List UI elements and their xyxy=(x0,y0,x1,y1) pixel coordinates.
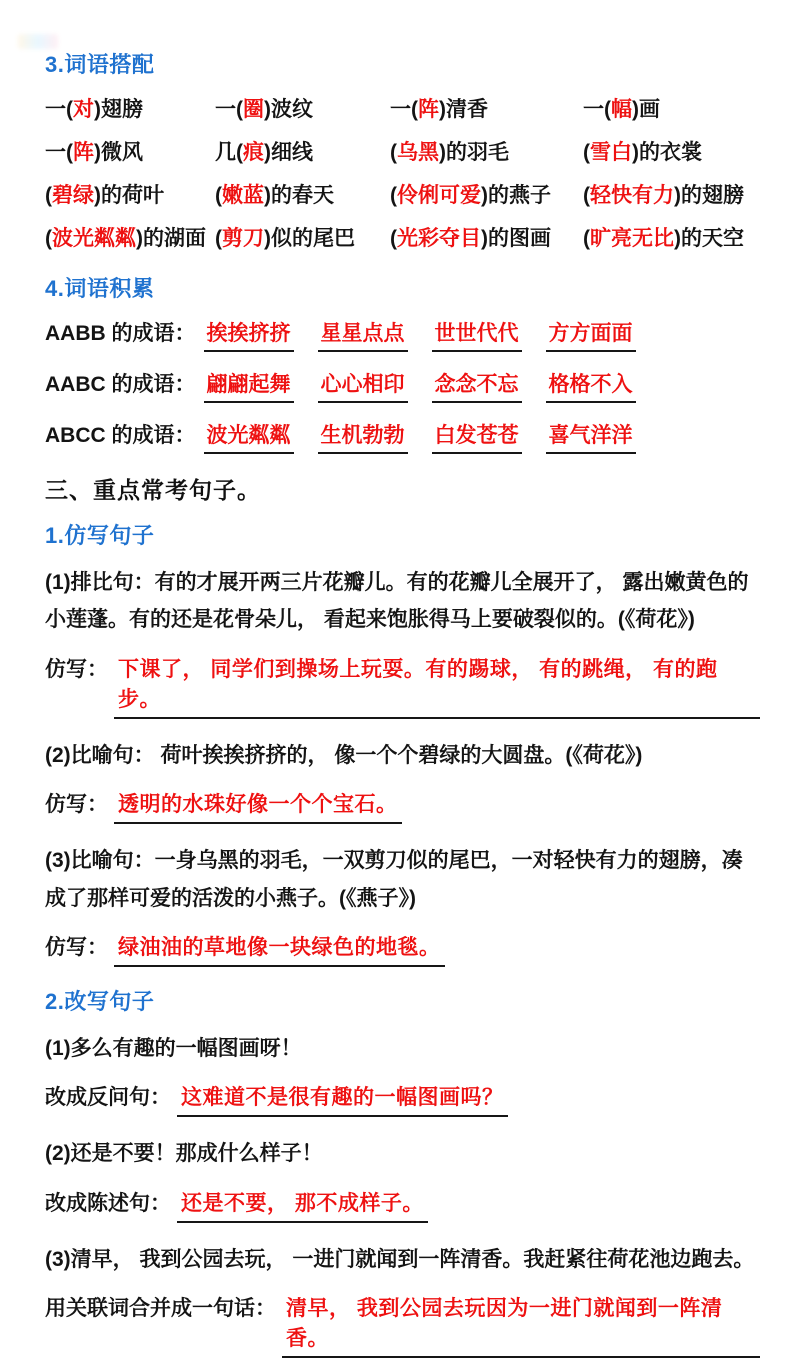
imitate-answer-2 xyxy=(45,788,760,824)
word-match-item: 一(幅)画 xyxy=(583,98,660,121)
idiom-word: 格格不入 xyxy=(546,368,636,403)
word-match-item: (波光粼粼)的湖面 xyxy=(45,227,206,250)
answer-text: 绿油油的草地像一块绿色的地毯。 xyxy=(114,931,445,967)
answer-label: 改成反问句： xyxy=(45,1086,171,1110)
idiom-word: 心心相印 xyxy=(318,368,408,403)
word-match-item: (碧绿)的荷叶 xyxy=(45,184,164,207)
rewrite-answer-1 xyxy=(45,1081,760,1117)
section-imitate-sentences xyxy=(45,519,760,967)
imitate-question-3: (3)比喻句：一身乌黑的羽毛，一双剪刀似的尾巴，一对轻快有力的翅膀，凑成了那样可爱的活泼的小燕子。(《燕子》) xyxy=(45,849,743,910)
rewrite-question-2: (2)还是不要！那成什么样子！ xyxy=(45,1142,323,1166)
rewrite-question-1: (1)多么有趣的一幅图画呀！ xyxy=(45,1036,302,1060)
answer-text: 透明的水珠好像一个个宝石。 xyxy=(114,788,402,824)
answer-text: 这难道不是很有趣的一幅图画吗？ xyxy=(177,1081,508,1117)
idiom-word: 挨挨挤挤 xyxy=(204,317,294,352)
section-word-accumulation xyxy=(45,272,760,454)
idiom-line-label: ABCC 的成语： xyxy=(45,424,196,447)
answer-label: 仿写： xyxy=(45,657,108,681)
answer-label: 仿写： xyxy=(45,935,108,959)
answer-label: 仿写： xyxy=(45,793,108,817)
section-word-matching xyxy=(45,48,760,252)
word-match-item: (旷亮无比)的天空 xyxy=(583,227,744,250)
imitate-answer-1 xyxy=(45,653,760,719)
idiom-word: 念念不忘 xyxy=(432,368,522,403)
word-match-item: (剪刀)似的尾巴 xyxy=(215,227,355,250)
idiom-line-aabb xyxy=(45,317,760,352)
word-match-item: 一(圈)波纹 xyxy=(215,98,313,121)
imitate-answer-3 xyxy=(45,931,760,967)
idiom-line-label: AABC 的成语： xyxy=(45,373,196,396)
section-heading-imitate: 1.仿写句子 xyxy=(45,523,155,548)
section-heading-key-sentences: 三、重点常考句子。 xyxy=(45,477,261,503)
word-match-item: (嫩蓝)的春天 xyxy=(215,184,334,207)
idiom-word: 星星点点 xyxy=(318,317,408,352)
idiom-word: 波光粼粼 xyxy=(204,419,294,454)
rewrite-answer-2 xyxy=(45,1187,760,1223)
word-match-item: (轻快有力)的翅膀 xyxy=(583,184,744,207)
imitate-question-2: (2)比喻句： 荷叶挨挨挤挤的， 像一个个碧绿的大圆盘。(《荷花》) xyxy=(45,743,643,767)
rewrite-answer-3 xyxy=(45,1292,760,1358)
word-match-item: (伶俐可爱)的燕子 xyxy=(390,184,551,207)
idiom-word: 翩翩起舞 xyxy=(204,368,294,403)
answer-label: 用关联词合并成一句话： xyxy=(45,1297,276,1320)
answer-text: 还是不要， 那不成样子。 xyxy=(177,1187,428,1223)
section-heading-word-accumulation: 4.词语积累 xyxy=(45,276,155,301)
idiom-word: 方方面面 xyxy=(546,317,636,352)
word-match-item: (雪白)的衣裳 xyxy=(583,141,702,164)
section-rewrite-sentences xyxy=(45,985,760,1358)
idiom-line-abcc xyxy=(45,419,760,454)
idiom-word: 白发苍苍 xyxy=(432,419,522,454)
answer-label: 改成陈述句： xyxy=(45,1191,171,1215)
idiom-word: 喜气洋洋 xyxy=(546,419,636,454)
word-matching-grid xyxy=(45,93,760,252)
rewrite-question-3: (3)清早， 我到公园去玩， 一进门就闻到一阵清香。我赶紧往荷花池边跑去。 xyxy=(45,1247,755,1271)
answer-text: 清早， 我到公园去玩因为一进门就闻到一阵清香。 xyxy=(282,1292,760,1358)
idiom-word: 生机勃勃 xyxy=(318,419,408,454)
watermark xyxy=(18,34,58,49)
word-match-item: (光彩夺目)的图画 xyxy=(390,227,551,250)
answer-text: 下课了， 同学们到操场上玩耍。有的踢球， 有的跳绳， 有的跑步。 xyxy=(114,653,760,719)
word-match-item: 几(痕)细线 xyxy=(215,141,313,164)
word-match-item: 一(对)翅膀 xyxy=(45,98,143,121)
word-match-item: (乌黑)的羽毛 xyxy=(390,141,509,164)
idiom-word: 世世代代 xyxy=(432,317,522,352)
word-match-item: 一(阵)清香 xyxy=(390,98,488,121)
imitate-question-1: (1)排比句：有的才展开两三片花瓣儿。有的花瓣儿全展开了， 露出嫩黄色的小莲蓬。有的还是花骨朵儿， 看起来饱胀得马上要破裂似的。(《荷花》) xyxy=(45,571,749,632)
section-heading-word-matching: 3.词语搭配 xyxy=(45,52,155,77)
word-match-item: 一(阵)微风 xyxy=(45,141,143,164)
section-heading-rewrite: 2.改写句子 xyxy=(45,988,155,1014)
idiom-line-label: AABB 的成语： xyxy=(45,322,196,345)
idiom-line-aabc xyxy=(45,368,760,403)
